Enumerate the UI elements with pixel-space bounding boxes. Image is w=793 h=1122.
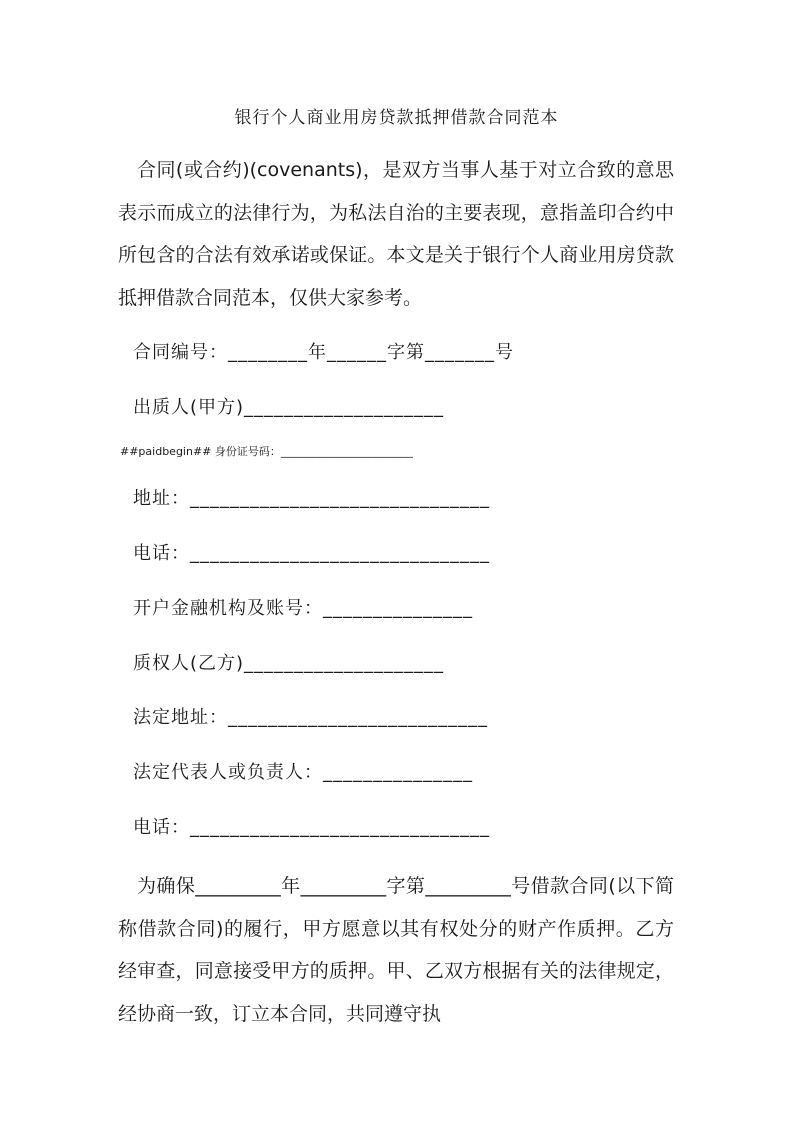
pledgor-address-line: 地址：______________________________ (133, 488, 490, 509)
legal-address-line: 法定地址：__________________________ (133, 707, 488, 728)
pledgor-line: 出质人(甲方)____________________ (133, 397, 445, 418)
intro-paragraph: 合同(或合约)(covenants)，是双方当事人基于对立合致的意思表示而成立的法律行为，为私法自治的主要表现，意指盖印合约中所包含的合法有效承诺或保证。本文是关于银行个人商业用房贷款抵押借款合同范本，仅供大家参考。 (118, 159, 674, 310)
pledgee-line: 质权人(乙方)____________________ (133, 653, 445, 674)
contract-number-line: 合同编号：________年______字第_______号 (133, 342, 514, 363)
bank-account-line: 开户金融机构及账号：_______________ (133, 598, 473, 619)
document-title: 银行个人商业用房贷款抵押借款合同范本 (234, 108, 559, 128)
body-paragraph: 为确保_________年_________字第_________号借款合同(以下简称借款合同)的履行，甲方愿意以其有权处分的财产作质押。乙方经审查，同意接受甲方的质押。甲、乙双方根据有关的法律规定，经协商一致，订立本合同，共同遵守执 (118, 875, 674, 1026)
pledgee-phone-line: 电话：______________________________ (133, 817, 490, 838)
pledgor-phone-line: 电话：______________________________ (133, 543, 490, 564)
id-number-line: ##paidbegin## 身份证号码：________________________ (120, 445, 413, 458)
legal-representative-line: 法定代表人或负责人：_______________ (133, 762, 473, 783)
